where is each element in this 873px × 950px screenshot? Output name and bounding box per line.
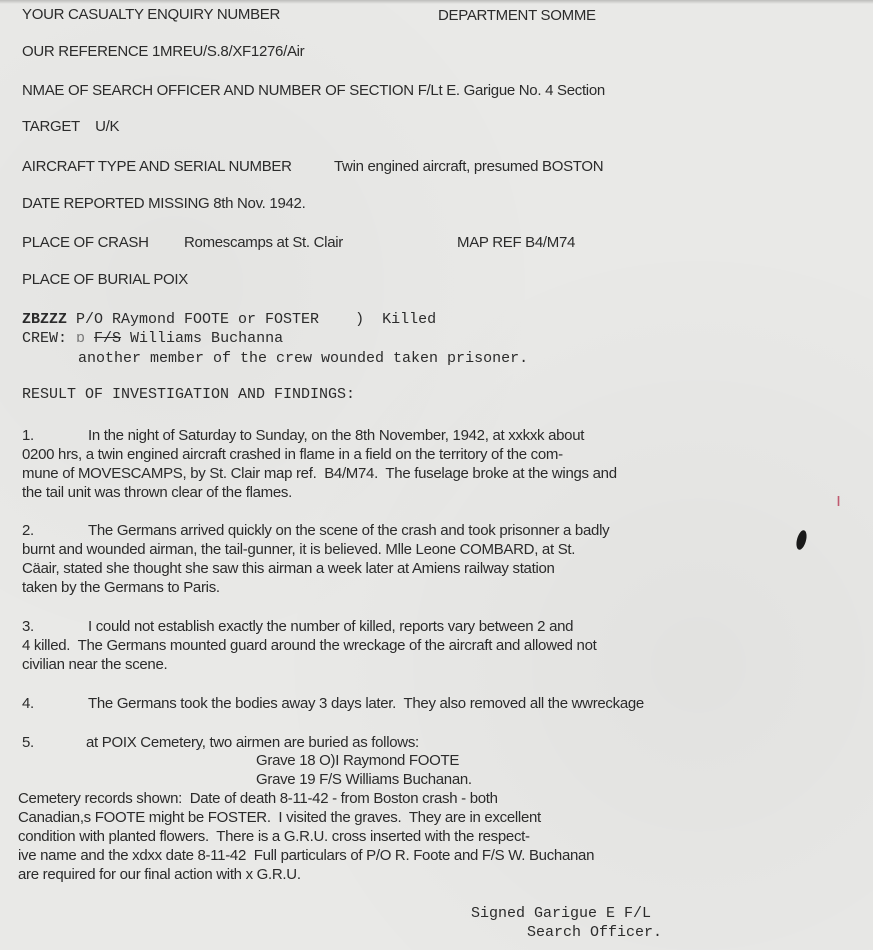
target: TARGET U/K <box>22 118 120 135</box>
crew-line-3: another member of the crew wounded taken prisoner. <box>78 350 529 367</box>
crew-line-1 <box>22 311 436 328</box>
struck-prefix: ZBZZZ <box>22 311 68 328</box>
ink-blot <box>795 529 809 551</box>
para-4-line: The Germans took the bodies away 3 days later. They also removed all the wwreckage <box>88 695 644 712</box>
burial-place: PLACE OF BURIAL POIX <box>22 271 188 288</box>
para-5-number: 5. <box>22 734 34 751</box>
date-missing: DATE REPORTED MISSING 8th Nov. 1942. <box>22 195 306 212</box>
para-5-line: at POIX Cemetery, two airmen are buried as follows: <box>86 734 419 751</box>
para-2-line: taken by the Germans to Paris. <box>22 579 220 596</box>
aircraft-type-value: Twin engined aircraft, presumed BOSTON <box>334 158 604 175</box>
pen-mark: ı <box>836 490 842 511</box>
para-2-line: burnt and wounded airman, the tail-gunner, it is believed. Mlle Leone COMBARD, at St. <box>22 541 576 558</box>
para-4-number: 4. <box>22 695 34 712</box>
para-1-line: 0200 hrs, a twin engined aircraft crashed in flame in a field on the territory of the com- <box>22 446 563 463</box>
para-2-number: 2. <box>22 522 34 539</box>
para-5-line: Cemetery records shown: Date of death 8-11-42 - from Boston crash - both <box>18 790 498 807</box>
para-2-line: The Germans arrived quickly on the scene of the crash and took prisonner a badly <box>88 522 610 539</box>
signature-title: Search Officer. <box>527 924 663 941</box>
para-5-line: condition with planted flowers. There is a G.R.U. cross inserted with the respect- <box>18 828 530 845</box>
crew-label: CREW: <box>22 330 68 347</box>
para-5-line: are required for our final action with x G.R.U. <box>18 866 301 883</box>
grave-19: Grave 19 F/S Williams Buchanan. <box>256 771 472 788</box>
findings-heading: RESULT OF INVESTIGATION AND FINDINGS: <box>22 386 356 403</box>
casualty-enquiry-label: YOUR CASUALTY ENQUIRY NUMBER <box>22 6 281 23</box>
para-3-line: civilian near the scene. <box>22 656 168 673</box>
crash-place-value: Romescamps at St. Clair <box>184 234 343 251</box>
crew-member-1: P/O RAymond FOOTE or FOSTER ) Killed <box>67 311 437 328</box>
crew-line-2: CREW: ɒ F/S Williams Buchanna <box>22 330 284 347</box>
reference: OUR REFERENCE 1MREU/S.8/XF1276/Air <box>22 43 305 60</box>
para-3-number: 3. <box>22 618 34 635</box>
para-3-line: 4 killed. The Germans mounted guard around the wreckage of the aircraft and allowed not <box>22 637 597 654</box>
aircraft-type-label: AIRCRAFT TYPE AND SERIAL NUMBER <box>22 158 292 175</box>
department: DEPARTMENT SOMME <box>438 7 596 24</box>
search-officer: NMAE OF SEARCH OFFICER AND NUMBER OF SECTION F/Lt E. Garigue No. 4 Section <box>22 82 605 99</box>
struck-rank: F/S <box>94 330 122 347</box>
para-1-line: In the night of Saturday to Sunday, on the 8th November, 1942, at xxkxk about <box>88 427 585 444</box>
crash-place-label: PLACE OF CRASH <box>22 234 149 251</box>
para-2-line: Cäair, stated she thought she saw this airman a week later at Amiens railway station <box>22 560 555 577</box>
para-1-line: mune of MOVESCAMPS, by St. Clair map ref. B4/M74. The fuselage broke at the wings and <box>22 465 617 482</box>
map-ref: MAP REF B4/M74 <box>457 234 576 251</box>
para-5-line: ive name and the xdxx date 8-11-42 Full particulars of P/O R. Foote and F/S W. Buchanan <box>18 847 595 864</box>
crew-member-2: Williams Buchanna <box>121 330 284 347</box>
para-1-line: the tail unit was thrown clear of the flames. <box>22 484 292 501</box>
grave-18: Grave 18 O)I Raymond FOOTE <box>256 752 460 769</box>
signature: Signed Garigue E F/L <box>471 905 652 922</box>
para-5-line: Canadian,s FOOTE might be FOSTER. I visited the graves. They are in excellent <box>18 809 541 826</box>
para-3-line: I could not establish exactly the number of killed, reports vary between 2 and <box>88 618 574 635</box>
scan-edge <box>0 0 873 4</box>
para-1-number: 1. <box>22 427 34 444</box>
